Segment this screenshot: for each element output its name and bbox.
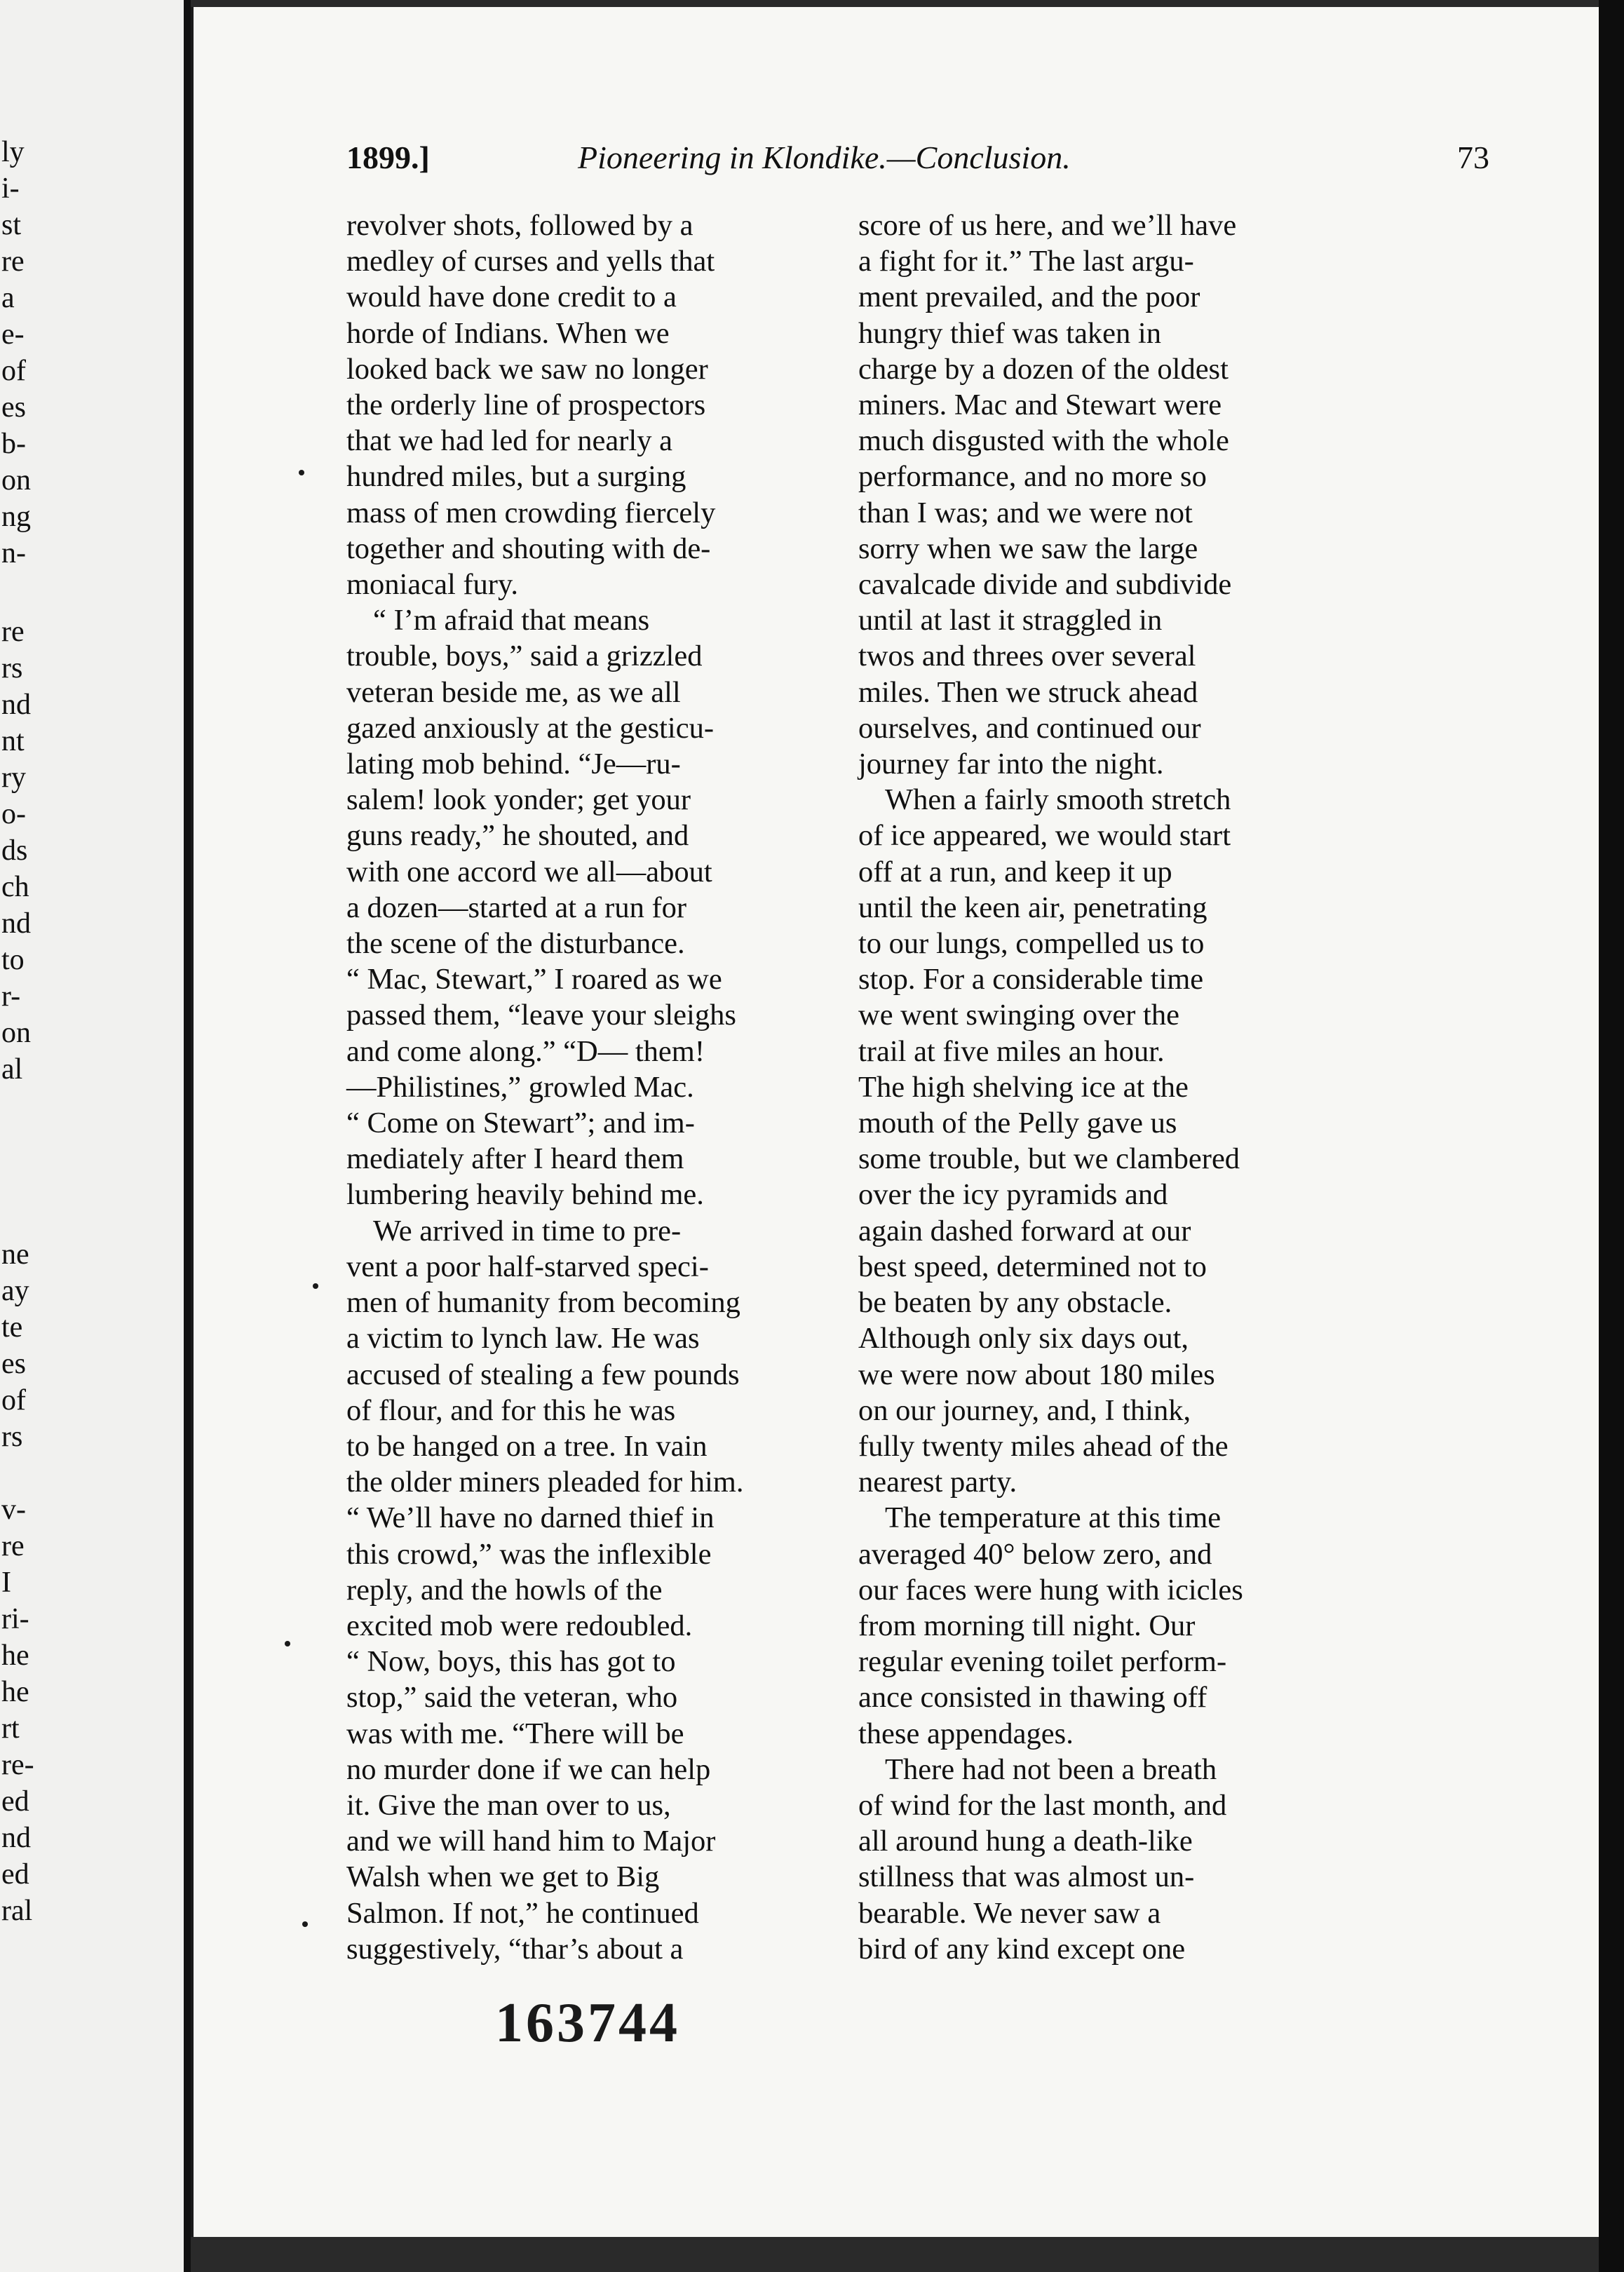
text-line: fully twenty miles ahead of the	[858, 1429, 1229, 1463]
adjacent-page-fragment: he	[1, 1639, 29, 1672]
adjacent-page-fragment: ral	[1, 1895, 33, 1927]
adjacent-page-fragment: i-	[1, 173, 20, 205]
text-line: Salmon. If not,” he continued	[346, 1896, 699, 1930]
text-line: excited mob were redoubled.	[346, 1609, 693, 1642]
text-line: performance, and no more so	[858, 460, 1207, 494]
text-line: on our journey, and, I think,	[858, 1393, 1191, 1427]
text-line: When a fairly smooth stretch	[885, 783, 1231, 817]
text-line: we were now about 180 miles	[858, 1358, 1215, 1391]
adjacent-page-fragment: of	[1, 355, 26, 387]
text-line: that we had led for nearly a	[346, 424, 672, 458]
text-line: looked back we saw no longer	[346, 352, 708, 386]
adjacent-page-fragment: re	[1, 1530, 25, 1562]
text-line: passed them, “leave your sleighs	[346, 999, 736, 1032]
text-line: score of us here, and we’ll have	[858, 209, 1237, 242]
text-line: “ I’m afraid that means	[373, 604, 650, 637]
text-line: a dozen—started at a run for	[346, 891, 686, 924]
text-line: guns ready,” he shouted, and	[346, 819, 689, 853]
text-line: until at last it straggled in	[858, 604, 1163, 637]
text-line: the older miners pleaded for him.	[346, 1466, 744, 1499]
text-line: We arrived in time to pre-	[373, 1214, 682, 1247]
adjacent-page-fragment: r-	[1, 980, 21, 1013]
text-line: to be hanged on a tree. In vain	[346, 1429, 708, 1463]
text-line: The temperature at this time	[885, 1501, 1222, 1535]
text-line: twos and threes over several	[858, 640, 1196, 673]
text-line: it. Give the man over to us,	[346, 1788, 671, 1822]
text-line: be beaten by any obstacle.	[858, 1286, 1172, 1320]
adjacent-page-fragment: es	[1, 1348, 26, 1380]
adjacent-page-fragment: a	[1, 282, 15, 314]
text-line: men of humanity from becoming	[346, 1286, 740, 1320]
text-line: some trouble, but we clambered	[858, 1142, 1240, 1176]
text-line: a victim to lynch law. He was	[346, 1322, 700, 1355]
text-line: no murder done if we can help	[346, 1752, 711, 1786]
margin-speck	[302, 1921, 308, 1927]
text-line: ment prevailed, and the poor	[858, 280, 1200, 314]
adjacent-page-fragment: ng	[1, 501, 31, 533]
text-line: regular evening toilet perform-	[858, 1645, 1227, 1679]
adjacent-page-fragment: of	[1, 1384, 26, 1416]
text-line: journey far into the night.	[858, 748, 1164, 781]
adjacent-page-fragment: ne	[1, 1238, 29, 1271]
adjacent-page-fragment: nd	[1, 689, 31, 721]
adjacent-page-strip	[0, 0, 184, 2272]
text-line: reply, and the howls of the	[346, 1573, 663, 1607]
adjacent-page-fragment: e-	[1, 318, 25, 351]
text-line: salem! look yonder; get your	[346, 783, 691, 817]
text-line: the orderly line of prospectors	[346, 388, 706, 422]
text-line: “ Come on Stewart”; and im-	[346, 1107, 695, 1140]
adjacent-page-fragment: nt	[1, 725, 25, 757]
text-line: averaged 40° below zero, and	[858, 1537, 1212, 1571]
adjacent-page-fragment: on	[1, 464, 31, 496]
text-line: mouth of the Pelly gave us	[858, 1107, 1177, 1140]
margin-speck	[299, 470, 304, 475]
text-line: There had not been a breath	[885, 1752, 1217, 1786]
text-line: we went swinging over the	[858, 999, 1179, 1032]
text-line: —Philistines,” growled Mac.	[346, 1070, 694, 1104]
text-line: best speed, determined not to	[858, 1250, 1207, 1283]
running-head	[346, 139, 1489, 181]
text-line: suggestively, “thar’s about a	[346, 1932, 684, 1966]
text-line: a fight for it.” The last argu-	[858, 245, 1194, 278]
adjacent-page-fragment: he	[1, 1676, 29, 1708]
text-line: trouble, boys,” said a grizzled	[346, 640, 703, 673]
text-line: gazed anxiously at the gesticu-	[346, 711, 714, 745]
adjacent-page-fragment: b-	[1, 428, 26, 460]
text-line: “ Mac, Stewart,” I roared as we	[346, 963, 722, 996]
adjacent-page-fragment: rs	[1, 1421, 23, 1453]
text-line: our faces were hung with icicles	[858, 1573, 1243, 1607]
adjacent-page-fragment: ry	[1, 762, 26, 794]
text-line: “ We’ll have no darned thief in	[346, 1501, 715, 1535]
text-line: veteran beside me, as we all	[346, 675, 681, 709]
text-line: mass of men crowding fiercely	[346, 496, 716, 529]
text-line: nearest party.	[858, 1466, 1017, 1499]
adjacent-page-fragment: n-	[1, 537, 26, 569]
text-line: ourselves, and continued our	[858, 711, 1201, 745]
text-line: of wind for the last month, and	[858, 1788, 1227, 1822]
adjacent-page-fragment: ri-	[1, 1603, 29, 1635]
text-line: lating mob behind. “Je—ru-	[346, 748, 681, 781]
text-line: much disgusted with the whole	[858, 424, 1229, 458]
text-line: “ Now, boys, this has got to	[346, 1645, 676, 1679]
text-line: and come along.” “D— them!	[346, 1034, 705, 1068]
adjacent-page-fragment: rt	[1, 1712, 20, 1745]
adjacent-page-fragment: ch	[1, 871, 29, 903]
text-line: hungry thief was taken in	[858, 316, 1161, 350]
adjacent-page-fragment: rs	[1, 652, 23, 684]
header-year: 1899.]	[346, 140, 430, 175]
adjacent-page-fragment: re	[1, 616, 25, 648]
adjacent-page-fragment: on	[1, 1017, 31, 1049]
text-line: to our lungs, compelled us to	[858, 927, 1205, 961]
text-line: until the keen air, penetrating	[858, 891, 1207, 924]
text-line: trail at five miles an hour.	[858, 1034, 1165, 1068]
book-page	[191, 7, 1599, 2237]
text-line: horde of Indians. When we	[346, 316, 670, 350]
adjacent-page-fragment: o-	[1, 798, 26, 830]
book-gutter	[184, 0, 191, 2272]
adjacent-page-fragment: al	[1, 1053, 23, 1086]
adjacent-page-fragment: ed	[1, 1858, 29, 1891]
page-number: 73	[1457, 140, 1489, 175]
text-line: lumbering heavily behind me.	[346, 1178, 704, 1212]
text-line: miles. Then we struck ahead	[858, 675, 1198, 709]
text-line: from morning till night. Our	[858, 1609, 1196, 1642]
text-line: accused of stealing a few pounds	[346, 1358, 740, 1391]
text-line: bird of any kind except one	[858, 1932, 1186, 1966]
text-line: stop. For a considerable time	[858, 963, 1204, 996]
text-line: ance consisted in thawing off	[858, 1681, 1207, 1715]
text-line: sorry when we saw the large	[858, 532, 1198, 565]
adjacent-page-fragment: ds	[1, 834, 28, 867]
text-line: the scene of the disturbance.	[346, 927, 685, 961]
margin-speck	[285, 1641, 290, 1646]
adjacent-page-fragment: nd	[1, 907, 31, 940]
adjacent-page-fragment: re	[1, 245, 25, 278]
text-line: than I was; and we were not	[858, 496, 1193, 529]
adjacent-page-fragment: re-	[1, 1749, 34, 1781]
text-line: moniacal fury.	[346, 568, 519, 602]
adjacent-page-fragment: st	[1, 209, 22, 241]
text-line: over the icy pyramids and	[858, 1178, 1168, 1212]
adjacent-page-fragment: es	[1, 391, 26, 424]
page-edge-shadow	[1599, 0, 1624, 2272]
text-line: vent a poor half-starved speci-	[346, 1250, 709, 1283]
adjacent-page-fragment: nd	[1, 1822, 31, 1854]
text-line: and we will hand him to Major	[346, 1825, 716, 1858]
text-line: off at a run, and keep it up	[858, 855, 1172, 888]
text-line: bearable. We never saw a	[858, 1896, 1161, 1930]
text-line: this crowd,” was the inflexible	[346, 1537, 712, 1571]
accession-stamp: 163744	[495, 1992, 680, 2054]
margin-speck	[313, 1283, 318, 1289]
text-line: stillness that was almost un-	[858, 1860, 1195, 1894]
text-line: again dashed forward at our	[858, 1214, 1191, 1247]
adjacent-page-fragment: ay	[1, 1275, 29, 1307]
text-line: revolver shots, followed by a	[346, 209, 693, 242]
text-line: together and shouting with de-	[346, 532, 711, 565]
text-line: hundred miles, but a surging	[346, 460, 686, 494]
adjacent-page-fragment: ed	[1, 1785, 29, 1818]
text-line: of flour, and for this he was	[346, 1393, 676, 1427]
text-line: was with me. “There will be	[346, 1717, 684, 1750]
adjacent-page-fragment: I	[1, 1567, 11, 1599]
text-line: mediately after I heard them	[346, 1142, 684, 1176]
text-line: these appendages.	[858, 1717, 1074, 1750]
header-title: Pioneering in Klondike.—Conclusion.	[578, 140, 1071, 175]
text-line: Walsh when we get to Big	[346, 1860, 660, 1894]
left-text-column	[346, 208, 837, 1967]
adjacent-page-fragment: to	[1, 944, 25, 976]
adjacent-page-fragment: te	[1, 1311, 23, 1344]
adjacent-page-fragment: v-	[1, 1494, 26, 1526]
text-line: Although only six days out,	[858, 1322, 1189, 1355]
text-line: The high shelving ice at the	[858, 1070, 1189, 1104]
text-line: stop,” said the veteran, who	[346, 1681, 678, 1715]
adjacent-page-fragment: ly	[1, 136, 25, 168]
text-line: cavalcade divide and subdivide	[858, 568, 1232, 602]
text-line: of ice appeared, we would start	[858, 819, 1231, 853]
text-line: medley of curses and yells that	[346, 245, 715, 278]
text-line: would have done credit to a	[346, 280, 677, 314]
text-line: charge by a dozen of the oldest	[858, 352, 1229, 386]
text-line: all around hung a death-like	[858, 1825, 1193, 1858]
text-line: with one accord we all—about	[346, 855, 712, 888]
right-text-column	[858, 208, 1349, 1967]
text-line: miners. Mac and Stewart were	[858, 388, 1222, 422]
